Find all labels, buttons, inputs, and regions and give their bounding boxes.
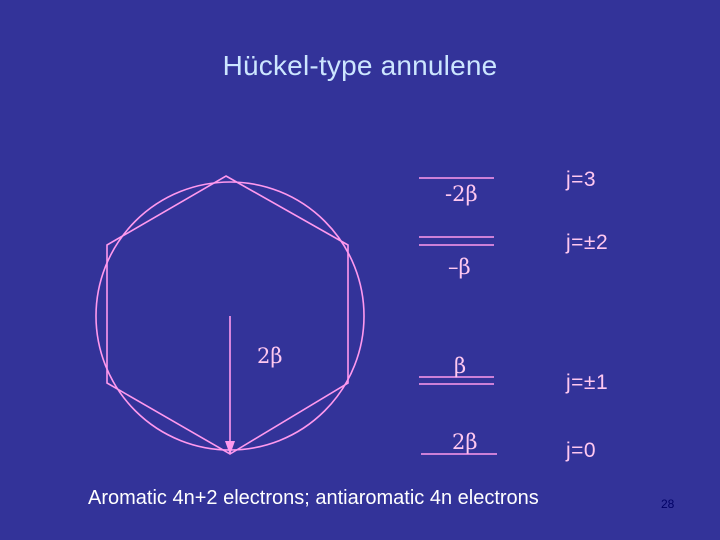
j-label-0: j=0 bbox=[566, 439, 597, 462]
j-label-plus-minus-2: j=±2 bbox=[566, 231, 609, 254]
energy-label-minus-2beta: -2β bbox=[445, 182, 478, 206]
j-label-3: j=3 bbox=[566, 168, 597, 191]
energy-label-minus-beta: –β bbox=[448, 255, 471, 279]
j-label-plus-minus-1: j=±1 bbox=[566, 371, 609, 394]
energy-label-2beta: 2β bbox=[452, 430, 478, 454]
radius-label: 2β bbox=[257, 344, 283, 368]
slide-title: Hückel-type annulene bbox=[222, 50, 498, 81]
footer-caption: Aromatic 4n+2 electrons; antiaromatic 4n electrons bbox=[88, 487, 539, 509]
energy-label-beta: β bbox=[454, 354, 467, 378]
hexagon bbox=[107, 176, 348, 454]
page-number: 28 bbox=[661, 497, 675, 511]
